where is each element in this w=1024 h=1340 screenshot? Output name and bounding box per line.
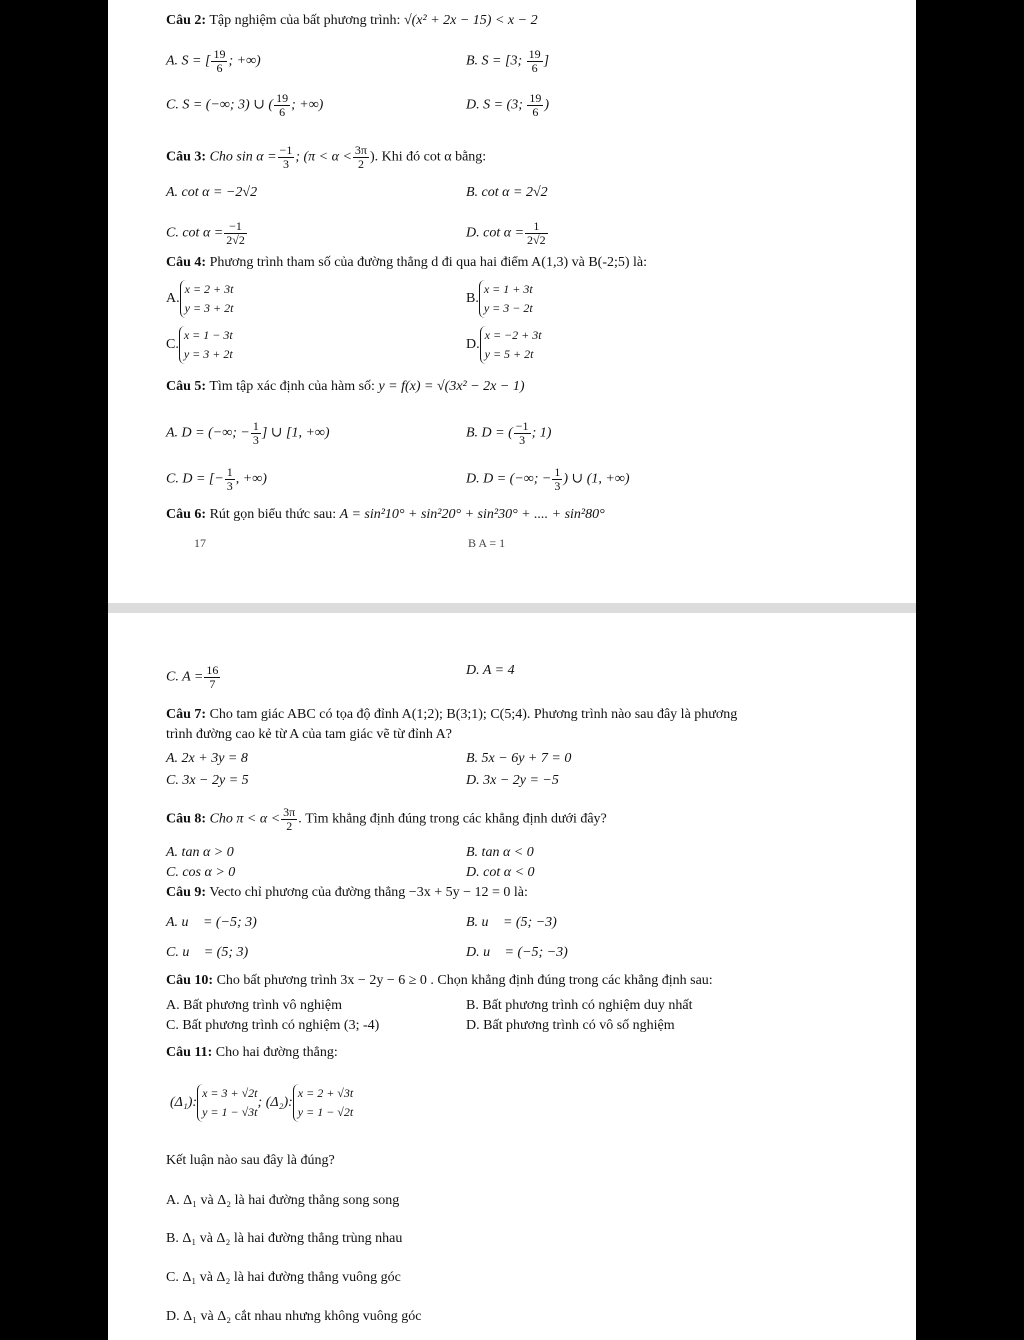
q2-text: Tập nghiệm của bất phương trình: xyxy=(209,13,401,28)
q6-option-d[interactable]: D. A = 4 xyxy=(466,663,515,678)
q11-l2-system xyxy=(293,1084,353,1122)
q4-text: Phương trình tham số của đường thẳng d đi qua hai điểm A(1,3) và B(-2;5) là: xyxy=(209,255,648,270)
q5-option-a[interactable] xyxy=(166,420,330,447)
q2-number: Câu 2: xyxy=(166,13,207,28)
q2-d-num: 19 xyxy=(529,91,542,105)
q4-option-b[interactable] xyxy=(466,280,533,318)
q7-option-b[interactable]: B. 5x − 6y + 7 = 0 xyxy=(466,751,572,766)
q2-a-num: 19 xyxy=(213,47,226,61)
q11-l2-label: ; (Δ₂): xyxy=(257,1095,293,1111)
q2-d-den: 6 xyxy=(532,105,539,119)
q7-text2: trình đường cao kẻ từ A của tam giác vẽ từ đỉnh A? xyxy=(166,727,452,742)
q6-text: Rút gọn biểu thức sau: xyxy=(209,507,337,522)
q11-text: Cho hai đường thẳng: xyxy=(215,1045,338,1060)
q2-a-post: ; +∞) xyxy=(228,53,261,69)
q2-c-num: 19 xyxy=(276,91,289,105)
q4-c-eq2: y = 3 + 2t xyxy=(183,347,233,361)
q4-d-eq1: x = −2 + 3t xyxy=(484,328,542,342)
q10-stem xyxy=(166,972,713,990)
q11-l1-system xyxy=(197,1084,257,1122)
q10-option-a[interactable]: A. Bất phương trình vô nghiệm xyxy=(166,998,342,1013)
q2-option-c[interactable] xyxy=(166,92,323,119)
q6-cut-option-right: B A = 1 xyxy=(468,536,506,550)
q4-b-label: B. xyxy=(466,291,479,307)
q11-option-b[interactable]: B. Δ₁ và Δ₂ là hai đường thẳng trùng nhau xyxy=(166,1231,403,1246)
q3-f1-den: 3 xyxy=(282,157,289,171)
q9-option-d[interactable]: D. u⃗ = (−5; −3) xyxy=(466,945,568,960)
q7-stem-line1 xyxy=(166,706,737,724)
q2-a-pre: A. S = [ xyxy=(166,53,211,69)
q2-option-a[interactable] xyxy=(166,48,261,75)
q4-d-label: D. xyxy=(466,337,480,353)
q4-a-system xyxy=(180,280,234,318)
q10-option-b[interactable]: B. Bất phương trình có nghiệm duy nhất xyxy=(466,998,693,1013)
q2-stem xyxy=(166,12,538,30)
q5-c-pre: C. D = [− xyxy=(166,471,224,487)
q2-b-pre: B. S = [3; xyxy=(466,53,526,69)
q10-number: Câu 10: xyxy=(166,973,214,988)
q3-frac1 xyxy=(278,144,295,171)
q5-b-post: ; 1) xyxy=(531,425,552,441)
q8-frac xyxy=(281,806,297,833)
q5-b-den: 3 xyxy=(519,433,526,447)
page-separator xyxy=(108,603,916,613)
q3-option-d[interactable] xyxy=(466,220,549,247)
q6-number: Câu 6: xyxy=(166,507,207,522)
q6-c-den: 7 xyxy=(209,677,216,691)
q2-b-post: ] xyxy=(543,53,550,69)
q9-stem xyxy=(166,884,528,902)
q3-c-pre: C. cot α = xyxy=(166,225,224,241)
q4-c-label: C. xyxy=(166,337,179,353)
q11-lines xyxy=(170,1084,353,1122)
q2-c-den: 6 xyxy=(279,105,286,119)
q4-b-eq1: x = 1 + 3t xyxy=(483,282,533,296)
q8-f-num: 3π xyxy=(283,805,296,819)
q3-d-den: 2√2 xyxy=(527,233,546,247)
q5-expr: y = f(x) = √(3x² − 2x − 1) xyxy=(378,379,525,394)
q5-option-c[interactable] xyxy=(166,466,267,493)
q3-number: Câu 3: xyxy=(166,149,207,165)
q7-number: Câu 7: xyxy=(166,707,207,722)
q3-option-b[interactable]: B. cot α = 2√2 xyxy=(466,185,548,200)
q5-a-frac xyxy=(251,420,261,447)
q5-d-num: 1 xyxy=(554,465,561,479)
q6-c-num: 16 xyxy=(206,663,219,677)
q3-f2-den: 2 xyxy=(357,157,364,171)
q2-c-post: ; +∞) xyxy=(291,97,324,113)
q9-option-b[interactable]: B. u⃗ = (5; −3) xyxy=(466,915,557,930)
q5-a-num: 1 xyxy=(252,419,259,433)
q11-option-c[interactable]: C. Δ₁ và Δ₂ là hai đường thẳng vuông góc xyxy=(166,1270,401,1285)
q5-b-frac xyxy=(514,420,531,447)
q3-d-pre: D. cot α = xyxy=(466,225,525,241)
q2-expr: √(x² + 2x − 15) < x − 2 xyxy=(403,13,538,28)
q4-option-c[interactable] xyxy=(166,326,233,364)
q3-frac2 xyxy=(353,144,369,171)
q5-a-pre: A. D = (−∞; − xyxy=(166,425,250,441)
q2-b-den: 6 xyxy=(531,61,538,75)
q4-d-system xyxy=(480,326,542,364)
q5-stem xyxy=(166,378,525,396)
q4-d-eq2: y = 5 + 2t xyxy=(484,347,534,361)
q2-d-frac xyxy=(527,92,543,119)
q10-text: Cho bất phương trình 3x − 2y − 6 ≥ 0 . Chọn khẳng định đúng trong các khẳng định sau: xyxy=(216,973,713,988)
q10-option-d[interactable]: D. Bất phương trình có vô số nghiệm xyxy=(466,1018,675,1033)
q8-stem xyxy=(166,806,607,833)
q3-option-a[interactable]: A. cot α = −2√2 xyxy=(166,185,258,200)
q3-stem xyxy=(166,144,486,171)
q11-l2-eq1: x = 2 + √3t xyxy=(297,1086,354,1100)
q8-option-b[interactable]: B. tan α < 0 xyxy=(466,845,534,860)
q2-a-frac xyxy=(211,48,227,75)
q10-option-c[interactable]: C. Bất phương trình có nghiệm (3; -4) xyxy=(166,1018,380,1033)
q6-option-c[interactable] xyxy=(166,664,221,691)
q4-a-eq1: x = 2 + 3t xyxy=(184,282,234,296)
q4-c-eq1: x = 1 − 3t xyxy=(183,328,233,342)
q3-text-post: ). Khi đó cot α bằng: xyxy=(369,149,487,165)
q2-a-den: 6 xyxy=(216,61,223,75)
q2-option-b[interactable] xyxy=(466,48,549,75)
q11-l1-eq2: y = 1 − √3t xyxy=(202,1105,258,1119)
q4-number: Câu 4: xyxy=(166,255,207,270)
q3-c-den: 2√2 xyxy=(226,233,245,247)
q5-c-den: 3 xyxy=(226,479,233,493)
q9-option-a[interactable]: A. u⃗ = (−5; 3) xyxy=(166,915,257,930)
q3-d-frac xyxy=(525,220,548,247)
q5-b-pre: B. D = ( xyxy=(466,425,513,441)
q5-a-den: 3 xyxy=(252,433,259,447)
q3-mid: ; (π < α < xyxy=(295,149,352,165)
q2-b-num: 19 xyxy=(528,47,541,61)
q2-b-frac xyxy=(527,48,543,75)
q2-c-frac xyxy=(274,92,290,119)
q4-a-label: A. xyxy=(166,291,180,307)
q9-option-c[interactable]: C. u⃗ = (5; 3) xyxy=(166,945,249,960)
q7-option-a[interactable]: A. 2x + 3y = 8 xyxy=(166,751,248,766)
q11-option-d[interactable]: D. Δ₁ và Δ₂ cắt nhau nhưng không vuông góc xyxy=(166,1309,422,1324)
q6-c-frac xyxy=(204,664,220,691)
q11-l1-label: (Δ₁): xyxy=(170,1095,198,1111)
q11-prompt: Kết luận nào sau đây là đúng? xyxy=(166,1153,335,1168)
q5-text: Tìm tập xác định của hàm số: xyxy=(209,379,375,394)
q8-option-c[interactable]: C. cos α > 0 xyxy=(166,865,236,880)
q11-number: Câu 11: xyxy=(166,1045,213,1060)
q9-text: Vecto chỉ phương của đường thẳng −3x + 5y − 12 = 0 là: xyxy=(209,885,528,900)
q11-stem xyxy=(166,1044,338,1062)
q4-c-system xyxy=(179,326,233,364)
q5-a-post: ] ∪ [1, +∞) xyxy=(261,425,330,441)
q3-d-num: 1 xyxy=(525,220,548,234)
q4-a-eq2: y = 3 + 2t xyxy=(184,301,234,315)
q7-text1: Cho tam giác ABC có tọa độ đỉnh A(1;2); B(3;1); C(5;4). Phương trình nào sau đây là phương xyxy=(209,707,738,722)
q3-text-pre: Cho sin α = xyxy=(209,149,277,165)
q3-c-num: −1 xyxy=(224,220,247,234)
q5-d-frac xyxy=(552,466,562,493)
q2-d-pre: D. S = (3; xyxy=(466,97,527,113)
q8-text-post: . Tìm khẳng định đúng trong các khẳng định dưới đây? xyxy=(298,811,607,827)
q5-option-b[interactable] xyxy=(466,420,551,447)
q5-d-den: 3 xyxy=(554,479,561,493)
q8-option-d[interactable]: D. cot α < 0 xyxy=(466,865,535,880)
q4-b-eq2: y = 3 − 2t xyxy=(483,301,533,315)
q6-expr: A = sin²10° + sin²20° + sin²30° + .... + sin²80° xyxy=(339,507,605,522)
q3-option-c[interactable] xyxy=(166,220,248,247)
q7-option-d[interactable]: D. 3x − 2y = −5 xyxy=(466,773,559,788)
q2-c-pre: C. S = (−∞; 3) ∪ ( xyxy=(166,97,274,113)
q5-number: Câu 5: xyxy=(166,379,207,394)
q11-l1-eq1: x = 3 + √2t xyxy=(202,1086,258,1100)
q6-stem xyxy=(166,506,605,524)
q8-option-a[interactable]: A. tan α > 0 xyxy=(166,845,234,860)
q9-number: Câu 9: xyxy=(166,885,207,900)
q7-option-c[interactable]: C. 3x − 2y = 5 xyxy=(166,773,249,788)
q4-option-a[interactable] xyxy=(166,280,233,318)
q4-b-system xyxy=(479,280,533,318)
q3-f2-num: 3π xyxy=(354,143,367,157)
q2-option-d[interactable] xyxy=(466,92,549,119)
q11-option-a[interactable]: A. Δ₁ và Δ₂ là hai đường thẳng song song xyxy=(166,1193,400,1208)
q8-f-den: 2 xyxy=(286,819,293,833)
q5-c-post: , +∞) xyxy=(235,471,267,487)
q8-number: Câu 8: xyxy=(166,811,207,827)
q5-c-frac xyxy=(225,466,235,493)
q5-c-num: 1 xyxy=(226,465,233,479)
q4-stem xyxy=(166,254,647,272)
q6-cut-option-left: 17 xyxy=(194,536,206,550)
q3-c-frac xyxy=(224,220,247,247)
q8-text-pre: Cho π < α < xyxy=(209,811,281,827)
q5-d-pre: D. D = (−∞; − xyxy=(466,471,552,487)
q5-b-num: −1 xyxy=(515,419,529,433)
q5-option-d[interactable] xyxy=(466,466,630,493)
q4-option-d[interactable] xyxy=(466,326,542,364)
q5-d-post: ) ∪ (1, +∞) xyxy=(563,471,630,487)
q6-c-pre: C. A = xyxy=(166,669,204,685)
q2-d-post: ) xyxy=(544,97,550,113)
q3-f1-num: −1 xyxy=(279,143,293,157)
q11-l2-eq2: y = 1 − √2t xyxy=(297,1105,354,1119)
